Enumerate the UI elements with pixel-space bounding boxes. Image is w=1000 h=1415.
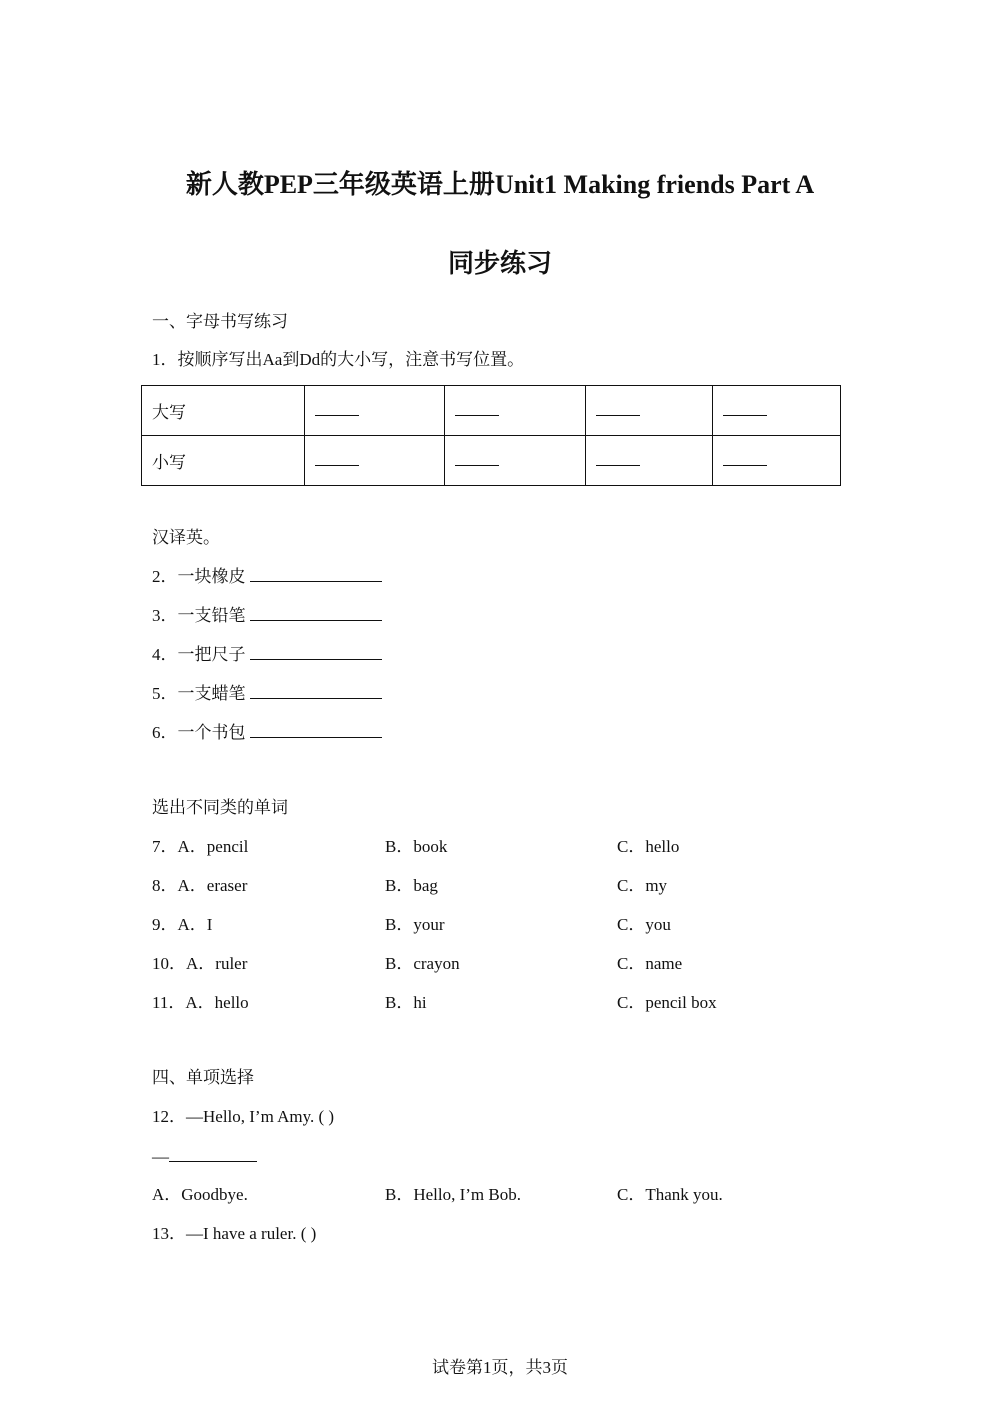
- uppercase-blank-1[interactable]: [304, 386, 445, 436]
- question-6-text: 6．一个书包: [152, 723, 246, 742]
- section-heading-single-choice: 四、单项选择: [152, 1068, 254, 1087]
- question-5: [152, 682, 382, 706]
- lowercase-blank-1[interactable]: [304, 436, 445, 486]
- page-title: 新人教PEP三年级英语上册Unit1 Making friends Part A: [185, 170, 815, 199]
- answer-blank-2[interactable]: [250, 565, 382, 582]
- q9-option-c: C．you: [617, 915, 671, 934]
- uppercase-blank-4[interactable]: [713, 386, 841, 436]
- lowercase-blank-2[interactable]: [445, 436, 586, 486]
- letter-writing-table: [141, 385, 841, 486]
- question-1: 1．按顺序写出Aa到Dd的大小写，注意书写位置。: [152, 350, 525, 369]
- page-subtitle: 同步练习: [447, 249, 552, 278]
- q12-option-c: C．Thank you.: [617, 1185, 723, 1204]
- page-footer: 试卷第1页，共3页: [432, 1358, 568, 1377]
- answer-blank-6[interactable]: [250, 721, 382, 738]
- q12-option-b: B．Hello, I’m Bob.: [385, 1185, 521, 1204]
- q11-option-a: 11．A．hello: [152, 993, 249, 1012]
- question-2-text: 2．一块橡皮: [152, 567, 246, 586]
- question-2: [152, 565, 382, 589]
- question-13-stem: 13．—I have a ruler. ( ): [152, 1224, 317, 1243]
- q10-option-a: 10．A．ruler: [152, 954, 248, 973]
- question-12-reply: [152, 1145, 257, 1169]
- answer-blank-3[interactable]: [250, 604, 382, 621]
- uppercase-blank-3[interactable]: [586, 386, 713, 436]
- answer-blank-4[interactable]: [250, 643, 382, 660]
- question-12-stem: 12．—Hello, I’m Amy. ( ): [152, 1107, 335, 1126]
- section-heading-letters: 一、字母书写练习: [152, 312, 288, 331]
- q7-option-a: 7．A．pencil: [152, 837, 249, 856]
- question-3: [152, 604, 382, 628]
- q7-option-b: B．book: [385, 837, 448, 856]
- lowercase-blank-4[interactable]: [713, 436, 841, 486]
- q8-option-b: B．bag: [385, 876, 438, 895]
- question-5-text: 5．一支蜡笔: [152, 684, 246, 703]
- answer-blank-12[interactable]: [169, 1145, 257, 1162]
- q8-option-a: 8．A．eraser: [152, 876, 248, 895]
- section-heading-odd-one-out: 选出不同类的单词: [152, 798, 288, 817]
- reply-dash: —: [152, 1147, 169, 1166]
- table-row-uppercase: [142, 386, 841, 436]
- answer-blank-5[interactable]: [250, 682, 382, 699]
- row-label-uppercase: 大写: [142, 386, 305, 436]
- q9-option-a: 9．A．I: [152, 915, 213, 934]
- lowercase-blank-3[interactable]: [586, 436, 713, 486]
- table-row-lowercase: [142, 436, 841, 486]
- q7-option-c: C．hello: [617, 837, 680, 856]
- q10-option-c: C．name: [617, 954, 683, 973]
- section-heading-translate: 汉译英。: [152, 528, 220, 547]
- q11-option-b: B．hi: [385, 993, 427, 1012]
- uppercase-blank-2[interactable]: [445, 386, 586, 436]
- question-6: [152, 721, 382, 745]
- q11-option-c: C．pencil box: [617, 993, 717, 1012]
- question-3-text: 3．一支铅笔: [152, 606, 246, 625]
- question-4-text: 4．一把尺子: [152, 645, 246, 664]
- q8-option-c: C．my: [617, 876, 668, 895]
- row-label-lowercase: 小写: [142, 436, 305, 486]
- q9-option-b: B．your: [385, 915, 445, 934]
- q10-option-b: B．crayon: [385, 954, 460, 973]
- question-4: [152, 643, 382, 667]
- q12-option-a: A．Goodbye.: [152, 1185, 248, 1204]
